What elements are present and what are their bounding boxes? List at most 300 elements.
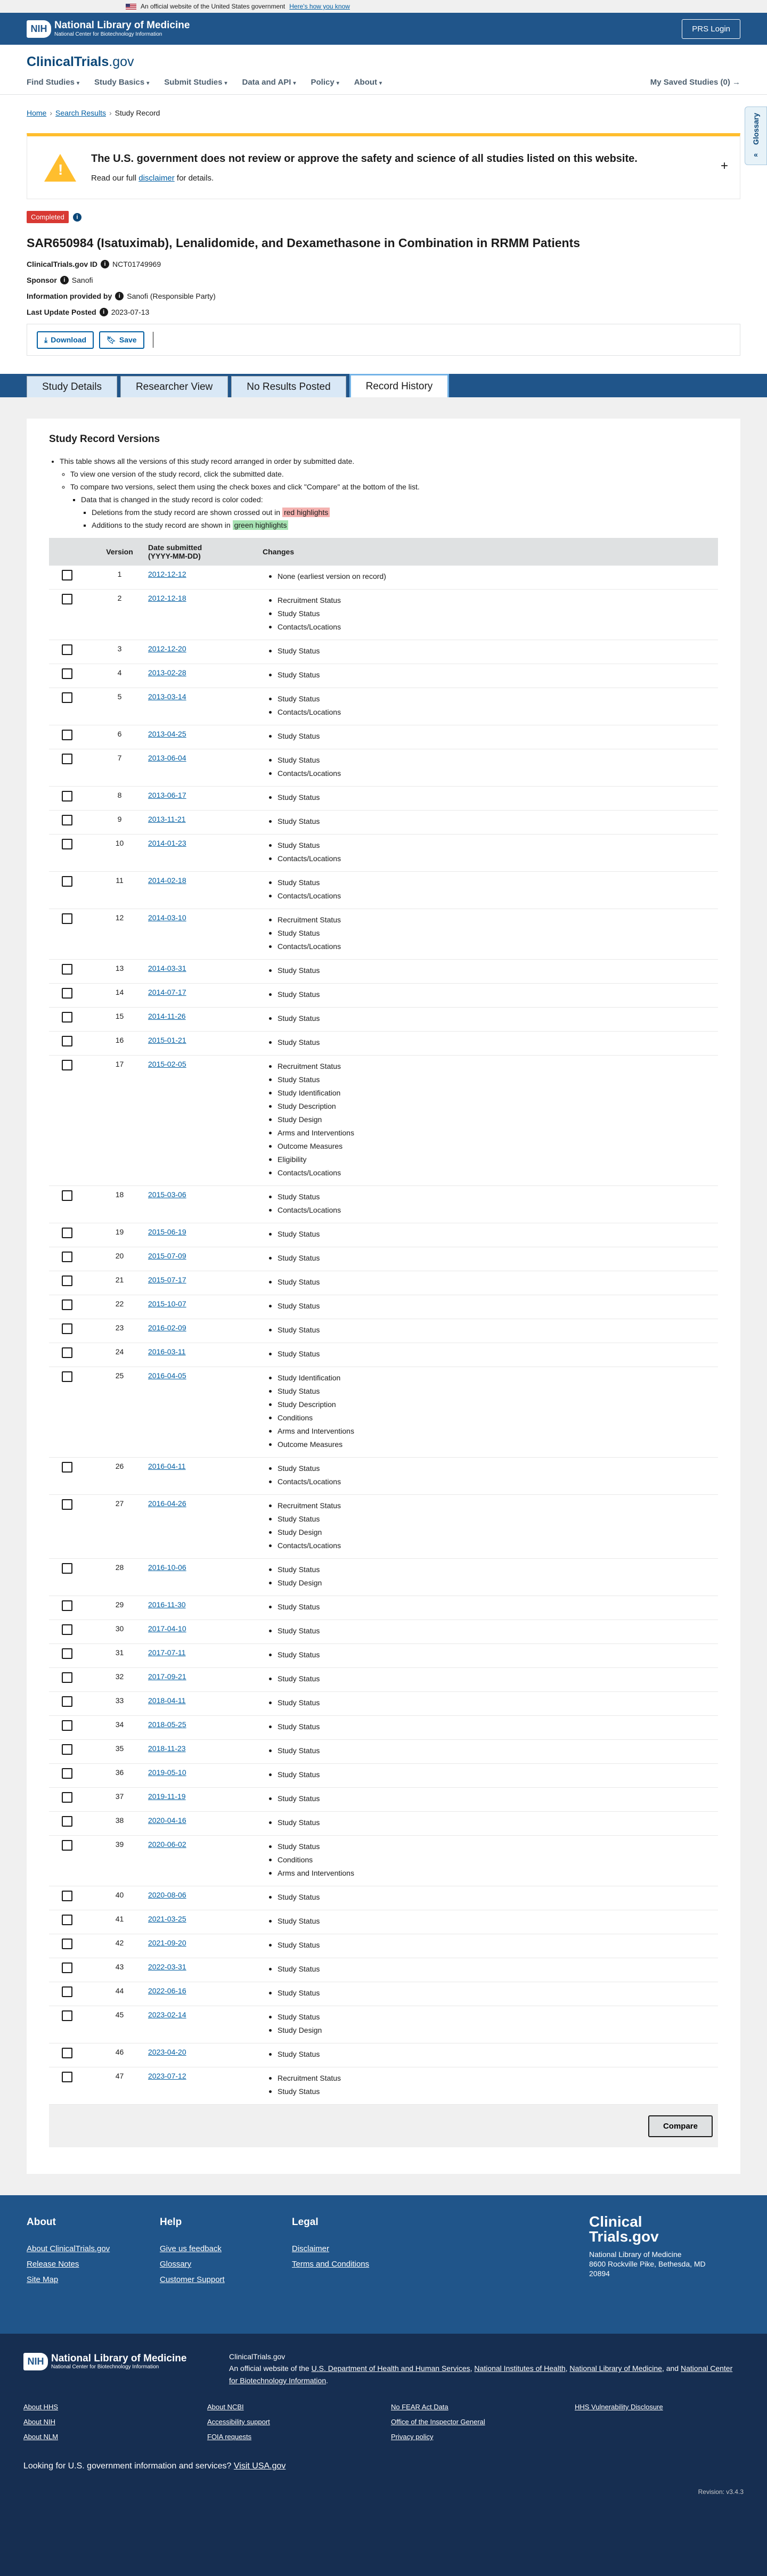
table-row bbox=[49, 1596, 718, 1620]
footer-gov-links bbox=[23, 2403, 758, 2448]
version-date-link[interactable]: 2014-07-17 bbox=[148, 988, 186, 996]
change-item: Recruitment Status bbox=[278, 2072, 715, 2085]
version-date-link[interactable]: 2012-12-18 bbox=[148, 594, 186, 602]
version-date-link[interactable]: 2013-02-28 bbox=[148, 668, 186, 677]
changes-list bbox=[263, 594, 715, 634]
version-date-link[interactable]: 2020-04-16 bbox=[148, 1816, 186, 1825]
table-row bbox=[49, 960, 718, 984]
table-row bbox=[49, 1934, 718, 1958]
version-date-link[interactable]: 2013-03-14 bbox=[148, 692, 186, 701]
change-item: Recruitment Status bbox=[278, 1499, 715, 1512]
version-checkbox[interactable] bbox=[62, 1915, 72, 1925]
version-date-link[interactable]: 2022-03-31 bbox=[148, 1962, 186, 1971]
column-header-version: Version bbox=[106, 547, 133, 556]
study-meta: ClinicalTrials.gov ID i NCT01749969 Sponsor i Sanofi Information provided by i Sanofi (Responsible Party) Last Update Posted i 2023-07-13 bbox=[27, 260, 216, 316]
nav-item-find-studies[interactable]: Find Studies ▾ bbox=[27, 77, 80, 87]
change-item: Study Status bbox=[278, 815, 715, 828]
nav-item-study-basics[interactable]: Study Basics ▾ bbox=[94, 77, 150, 87]
version-date-link[interactable]: 2014-03-10 bbox=[148, 913, 186, 922]
double-chevron-left-icon: « bbox=[754, 150, 758, 159]
change-item: Study Status bbox=[278, 1299, 715, 1313]
version-date-link[interactable]: 2015-07-17 bbox=[148, 1275, 186, 1284]
version-checkbox[interactable] bbox=[62, 2010, 72, 2021]
version-checkbox[interactable] bbox=[62, 1563, 72, 1574]
version-checkbox[interactable] bbox=[62, 1275, 72, 1286]
version-date-link[interactable]: 2014-02-18 bbox=[148, 876, 186, 885]
footer-link[interactable]: Site Map bbox=[27, 2275, 59, 2284]
change-item: Study Status bbox=[278, 1323, 715, 1337]
tab-record-history[interactable]: Record History bbox=[349, 374, 450, 397]
usa-gov-link[interactable]: Visit USA.gov bbox=[233, 2461, 286, 2471]
version-number: 22 bbox=[94, 1295, 145, 1319]
version-checkbox[interactable] bbox=[62, 876, 72, 887]
version-checkbox[interactable] bbox=[62, 1624, 72, 1635]
footer-official bbox=[0, 2334, 767, 2576]
version-date-link[interactable]: 2018-04-11 bbox=[148, 1696, 186, 1705]
version-checkbox[interactable] bbox=[62, 1891, 72, 1901]
how-you-know-link[interactable]: Here's how you know bbox=[289, 3, 350, 10]
info-icon[interactable]: i bbox=[60, 276, 69, 284]
tab-no-results-posted[interactable]: No Results Posted bbox=[231, 376, 346, 397]
change-item: Study Status bbox=[278, 1012, 715, 1025]
disclaimer-link[interactable]: disclaimer bbox=[138, 173, 175, 183]
version-number: 18 bbox=[94, 1186, 145, 1223]
chevron-down-icon: ▾ bbox=[293, 80, 296, 86]
version-number: 5 bbox=[94, 688, 145, 725]
changes-list bbox=[263, 730, 715, 743]
table-row bbox=[49, 1668, 718, 1692]
nih-header bbox=[0, 13, 767, 45]
table-row bbox=[49, 664, 718, 688]
change-item: Contacts/Locations bbox=[278, 940, 715, 953]
version-checkbox[interactable] bbox=[62, 839, 72, 849]
version-date-link[interactable]: 2019-11-19 bbox=[148, 1792, 186, 1801]
ncbi-subtitle: National Center for Biotechnology Information bbox=[54, 31, 162, 37]
change-item: Contacts/Locations bbox=[278, 767, 715, 780]
table-row bbox=[49, 1812, 718, 1836]
info-icon[interactable]: i bbox=[100, 308, 108, 316]
column-header-changes: Changes bbox=[263, 547, 295, 556]
nav-item-submit-studies[interactable]: Submit Studies ▾ bbox=[164, 77, 227, 87]
changes-list bbox=[263, 1036, 715, 1049]
version-date-link[interactable]: 2012-12-12 bbox=[148, 570, 186, 578]
clinicaltrials-logo[interactable]: ClinicalTrials.gov bbox=[27, 54, 134, 69]
version-date-link[interactable]: 2020-08-06 bbox=[148, 1891, 186, 1899]
version-date-link[interactable]: 2015-07-09 bbox=[148, 1252, 186, 1260]
change-item: Study Status bbox=[278, 1720, 715, 1733]
nlm-logo[interactable] bbox=[27, 20, 190, 38]
version-checkbox[interactable] bbox=[62, 1462, 72, 1473]
version-date-link[interactable]: 2014-03-31 bbox=[148, 964, 186, 972]
change-item: Study Status bbox=[278, 839, 715, 852]
footer-gov-link[interactable]: Privacy policy bbox=[391, 2433, 434, 2441]
version-checkbox[interactable] bbox=[62, 1190, 72, 1201]
change-item: Study Description bbox=[278, 1398, 715, 1411]
version-checkbox[interactable] bbox=[62, 1228, 72, 1238]
change-item: Study Status bbox=[278, 754, 715, 767]
version-date-link[interactable]: 2021-09-20 bbox=[148, 1939, 186, 1947]
version-date-link[interactable]: 2017-07-11 bbox=[148, 1648, 186, 1657]
version-checkbox[interactable] bbox=[62, 1036, 72, 1046]
version-checkbox[interactable] bbox=[62, 1012, 72, 1023]
tab-researcher-view[interactable]: Researcher View bbox=[120, 376, 228, 397]
version-checkbox[interactable] bbox=[62, 913, 72, 924]
footer-gov-link[interactable]: Accessibility support bbox=[207, 2418, 270, 2426]
hhs-link[interactable]: U.S. Department of Health and Human Services bbox=[311, 2364, 470, 2373]
footer-gov-link[interactable]: HHS Vulnerability Disclosure bbox=[575, 2403, 663, 2411]
version-checkbox[interactable] bbox=[62, 1939, 72, 1949]
nav-item-about[interactable]: About ▾ bbox=[354, 77, 382, 87]
version-number: 15 bbox=[94, 1008, 145, 1032]
table-row bbox=[49, 1247, 718, 1271]
version-number: 41 bbox=[94, 1910, 145, 1934]
footer-link[interactable]: About ClinicalTrials.gov bbox=[27, 2244, 110, 2253]
changes-list bbox=[263, 1462, 715, 1489]
version-checkbox[interactable] bbox=[62, 730, 72, 740]
change-item: Contacts/Locations bbox=[278, 620, 715, 634]
change-item: Study Status bbox=[278, 927, 715, 940]
footer-link[interactable]: Glossary bbox=[160, 2260, 192, 2269]
version-date-link[interactable]: 2013-06-17 bbox=[148, 791, 186, 799]
warning-icon: ! bbox=[44, 154, 76, 182]
change-item: Study Status bbox=[278, 1891, 715, 1904]
record-header bbox=[0, 211, 767, 316]
change-item: Study Status bbox=[278, 1986, 715, 2000]
table-row bbox=[49, 1458, 718, 1495]
info-icon[interactable]: i bbox=[101, 260, 109, 268]
version-checkbox[interactable] bbox=[62, 1060, 72, 1070]
bookmark-icon: 🔖︎ bbox=[107, 335, 116, 344]
version-date-link[interactable]: 2015-06-19 bbox=[148, 1228, 186, 1236]
version-checkbox[interactable] bbox=[62, 1371, 72, 1382]
version-number: 6 bbox=[94, 725, 145, 749]
change-item: Study Design bbox=[278, 1526, 715, 1539]
change-item: Eligibility bbox=[278, 1153, 715, 1166]
table-row bbox=[49, 1982, 718, 2006]
content-area bbox=[0, 397, 767, 2195]
version-checkbox[interactable] bbox=[62, 1600, 72, 1611]
footer-link[interactable]: Customer Support bbox=[160, 2275, 225, 2284]
version-checkbox[interactable] bbox=[62, 594, 72, 604]
version-date-link[interactable]: 2013-04-25 bbox=[148, 730, 186, 738]
change-item: Study Status bbox=[278, 668, 715, 682]
version-date-link[interactable]: 2018-11-23 bbox=[148, 1744, 186, 1753]
version-checkbox[interactable] bbox=[62, 1299, 72, 1310]
version-checkbox[interactable] bbox=[62, 570, 72, 580]
changes-list bbox=[263, 1347, 715, 1361]
info-icon[interactable]: i bbox=[115, 292, 124, 300]
change-item: Study Status bbox=[278, 964, 715, 977]
table-row bbox=[49, 1343, 718, 1367]
version-number: 12 bbox=[94, 909, 145, 960]
table-row bbox=[49, 1271, 718, 1295]
version-checkbox[interactable] bbox=[62, 1696, 72, 1707]
change-item: Study Status bbox=[278, 1347, 715, 1361]
red-highlight-sample: red highlights bbox=[282, 508, 330, 517]
footer-gov-link[interactable]: No FEAR Act Data bbox=[391, 2403, 448, 2411]
version-checkbox[interactable] bbox=[62, 1648, 72, 1659]
tab-study-details[interactable]: Study Details bbox=[27, 376, 117, 397]
glossary-tab[interactable] bbox=[745, 107, 767, 165]
version-checkbox[interactable] bbox=[62, 1768, 72, 1779]
change-item: Study Status bbox=[278, 2085, 715, 2098]
changes-list bbox=[263, 1962, 715, 1976]
table-row bbox=[49, 1032, 718, 1056]
changes-list bbox=[263, 1768, 715, 1781]
version-checkbox[interactable] bbox=[62, 988, 72, 999]
breadcrumb-home[interactable]: Home bbox=[27, 109, 47, 117]
change-item: Study Design bbox=[278, 2024, 715, 2037]
nav-item-data-and-api[interactable]: Data and API ▾ bbox=[242, 77, 296, 87]
footer-link[interactable]: Disclaimer bbox=[292, 2244, 330, 2253]
changes-list bbox=[263, 1275, 715, 1289]
changes-list bbox=[263, 1600, 715, 1614]
version-date-link[interactable]: 2013-06-04 bbox=[148, 754, 186, 762]
record-actions bbox=[27, 324, 740, 356]
version-checkbox[interactable] bbox=[62, 1840, 72, 1851]
version-checkbox[interactable] bbox=[62, 1499, 72, 1510]
version-date-link[interactable]: 2016-04-05 bbox=[148, 1371, 186, 1380]
version-date-link[interactable]: 2015-01-21 bbox=[148, 1036, 186, 1044]
save-button[interactable]: 🔖︎ Save bbox=[99, 331, 144, 349]
version-checkbox[interactable] bbox=[62, 1792, 72, 1803]
nct-id: NCT01749969 bbox=[112, 260, 161, 268]
table-row bbox=[49, 1836, 718, 1886]
version-number: 35 bbox=[94, 1740, 145, 1764]
main-nav bbox=[27, 70, 740, 94]
change-item: Contacts/Locations bbox=[278, 1539, 715, 1552]
table-row bbox=[49, 1886, 718, 1910]
table-row bbox=[49, 640, 718, 664]
prs-login-button[interactable]: PRS Login bbox=[682, 19, 740, 39]
version-number: 28 bbox=[94, 1559, 145, 1596]
download-button[interactable]: ⤓ Download bbox=[37, 331, 94, 349]
footer-legal: Legal Disclaimer Terms and Conditions bbox=[292, 2217, 370, 2269]
changes-list bbox=[263, 1792, 715, 1805]
change-item: Contacts/Locations bbox=[278, 706, 715, 719]
glossary-label: Glossary bbox=[752, 113, 760, 145]
version-number: 4 bbox=[94, 664, 145, 688]
footer-logo[interactable]: Clinical Trials.gov bbox=[589, 2213, 659, 2245]
table-row bbox=[49, 1319, 718, 1343]
version-checkbox[interactable] bbox=[62, 1962, 72, 1973]
version-date-link[interactable]: 2016-04-26 bbox=[148, 1499, 186, 1508]
table-row bbox=[49, 811, 718, 835]
version-checkbox[interactable] bbox=[62, 668, 72, 679]
change-item: Recruitment Status bbox=[278, 594, 715, 607]
compare-bar bbox=[49, 2105, 718, 2147]
footer-link[interactable]: Give us feedback bbox=[160, 2244, 222, 2253]
version-number: 47 bbox=[94, 2067, 145, 2105]
version-date-link[interactable]: 2017-09-21 bbox=[148, 1672, 186, 1681]
breadcrumb-search-results[interactable]: Search Results bbox=[55, 109, 106, 117]
table-row bbox=[49, 1367, 718, 1458]
gov-banner-text: An official website of the United States government bbox=[141, 3, 285, 10]
version-checkbox[interactable] bbox=[62, 1252, 72, 1262]
change-item: Recruitment Status bbox=[278, 913, 715, 927]
version-checkbox[interactable] bbox=[62, 1347, 72, 1358]
version-number: 25 bbox=[94, 1367, 145, 1458]
nav-item-policy[interactable]: Policy ▾ bbox=[311, 77, 339, 87]
table-row bbox=[49, 1559, 718, 1596]
change-item: Study Status bbox=[278, 1385, 715, 1398]
version-checkbox[interactable] bbox=[62, 964, 72, 975]
my-saved-studies-link[interactable]: My Saved Studies (0) → bbox=[650, 77, 740, 87]
change-item: Study Status bbox=[278, 1512, 715, 1526]
version-date-link[interactable]: 2020-06-02 bbox=[148, 1840, 186, 1849]
version-date-link[interactable]: 2019-05-10 bbox=[148, 1768, 186, 1777]
changes-list bbox=[263, 1672, 715, 1686]
version-checkbox[interactable] bbox=[62, 644, 72, 655]
change-item: Study Status bbox=[278, 1600, 715, 1614]
version-date-link[interactable]: 2015-10-07 bbox=[148, 1299, 186, 1308]
version-date-link[interactable]: 2017-04-10 bbox=[148, 1624, 186, 1633]
status-badge: Completed bbox=[27, 211, 69, 223]
version-date-link[interactable]: 2015-03-06 bbox=[148, 1190, 186, 1199]
changes-list bbox=[263, 1939, 715, 1952]
version-date-link[interactable]: 2013-11-21 bbox=[148, 815, 186, 823]
version-date-link[interactable]: 2015-02-05 bbox=[148, 1060, 186, 1068]
nih-link[interactable]: National Institutes of Health bbox=[474, 2364, 566, 2373]
version-checkbox[interactable] bbox=[62, 2048, 72, 2058]
change-item: Study Status bbox=[278, 644, 715, 658]
change-item: None (earliest version on record) bbox=[278, 570, 715, 583]
version-date-link[interactable]: 2016-11-30 bbox=[148, 1600, 186, 1609]
footer-about: About About ClinicalTrials.gov Release Notes Site Map bbox=[27, 2217, 110, 2284]
footer-gov-link[interactable]: About NIH bbox=[23, 2418, 55, 2426]
version-date-link[interactable]: 2023-02-14 bbox=[148, 2010, 186, 2019]
study-title: SAR650984 (Isatuximab), Lenalidomide, and Dexamethasone in Combination in RRMM Patients bbox=[27, 236, 581, 250]
official-website-text: ClinicalTrials.gov An official website of the U.S. Department of Health and Human Services, National Institutes of Health, National Library of Medicine, and National Center for Biotechnology Information. bbox=[229, 2352, 733, 2385]
table-row bbox=[49, 590, 718, 640]
change-item: Contacts/Locations bbox=[278, 1475, 715, 1489]
version-checkbox[interactable] bbox=[62, 1720, 72, 1731]
table-row bbox=[49, 566, 718, 590]
version-checkbox[interactable] bbox=[62, 1816, 72, 1827]
change-item: Study Status bbox=[278, 1228, 715, 1241]
version-date-link[interactable]: 2014-11-26 bbox=[148, 1012, 186, 1020]
version-checkbox[interactable] bbox=[62, 692, 72, 703]
column-header-date: Date submitted (YYYY-MM-DD) bbox=[148, 543, 202, 560]
footer-nlm-logo[interactable]: NIH National Library of Medicine National Center for Biotechnology Information bbox=[23, 2353, 186, 2370]
table-row bbox=[49, 749, 718, 787]
change-item: Study Status bbox=[278, 1252, 715, 1265]
footer-gov-link[interactable]: About HHS bbox=[23, 2403, 59, 2411]
expand-plus-icon[interactable]: + bbox=[720, 159, 728, 173]
change-item: Study Status bbox=[278, 1672, 715, 1686]
version-date-link[interactable]: 2016-02-09 bbox=[148, 1323, 186, 1332]
changes-list bbox=[263, 1816, 715, 1829]
changes-list bbox=[263, 876, 715, 903]
version-number: 17 bbox=[94, 1056, 145, 1186]
table-row bbox=[49, 1910, 718, 1934]
provided-by-value: Sanofi (Responsible Party) bbox=[127, 292, 216, 300]
alert-title: The U.S. government does not review or approve the safety and science of all studies listed on this website. bbox=[91, 152, 638, 165]
version-date-link[interactable]: 2012-12-20 bbox=[148, 644, 186, 653]
changes-list bbox=[263, 964, 715, 977]
ncbi-link[interactable]: National Center for Biotechnology Information bbox=[229, 2364, 733, 2385]
footer-link[interactable]: Release Notes bbox=[27, 2260, 79, 2269]
version-number: 26 bbox=[94, 1458, 145, 1495]
change-item: Outcome Measures bbox=[278, 1438, 715, 1451]
chevron-down-icon: ▾ bbox=[224, 80, 227, 86]
version-checkbox[interactable] bbox=[62, 2072, 72, 2082]
breadcrumb: Home › Search Results › Study Record bbox=[27, 109, 160, 117]
version-checkbox[interactable] bbox=[62, 1744, 72, 1755]
changes-list bbox=[263, 1563, 715, 1590]
version-number: 24 bbox=[94, 1343, 145, 1367]
version-number: 27 bbox=[94, 1495, 145, 1559]
version-date-link[interactable]: 2018-05-25 bbox=[148, 1720, 186, 1729]
change-item: Arms and Interventions bbox=[278, 1867, 715, 1880]
change-item: Study Status bbox=[278, 1648, 715, 1662]
version-checkbox[interactable] bbox=[62, 1323, 72, 1334]
version-checkbox[interactable] bbox=[62, 815, 72, 825]
version-number: 21 bbox=[94, 1271, 145, 1295]
version-number: 36 bbox=[94, 1764, 145, 1788]
version-date-link[interactable]: 2023-07-12 bbox=[148, 2072, 186, 2080]
change-item: Study Design bbox=[278, 1113, 715, 1126]
footer-gov-link[interactable]: Office of the Inspector General bbox=[391, 2418, 485, 2426]
versions-card bbox=[27, 419, 740, 2174]
version-checkbox[interactable] bbox=[62, 1986, 72, 1997]
version-date-link[interactable]: 2014-01-23 bbox=[148, 839, 186, 847]
version-checkbox[interactable] bbox=[62, 1672, 72, 1683]
nlm-title: National Library of Medicine bbox=[54, 20, 190, 31]
version-checkbox[interactable] bbox=[62, 791, 72, 802]
version-number: 23 bbox=[94, 1319, 145, 1343]
change-item: Study Design bbox=[278, 1576, 715, 1590]
version-checkbox[interactable] bbox=[62, 754, 72, 764]
compare-button[interactable]: Compare bbox=[648, 2115, 713, 2137]
version-date-link[interactable]: 2016-03-11 bbox=[148, 1347, 186, 1356]
version-date-link[interactable]: 2016-04-11 bbox=[148, 1462, 186, 1470]
version-date-link[interactable]: 2021-03-25 bbox=[148, 1915, 186, 1923]
info-icon[interactable]: i bbox=[73, 213, 81, 222]
version-date-link[interactable]: 2016-10-06 bbox=[148, 1563, 186, 1572]
version-number: 44 bbox=[94, 1982, 145, 2006]
changes-list bbox=[263, 791, 715, 804]
changes-list bbox=[263, 913, 715, 953]
change-item: Conditions bbox=[278, 1411, 715, 1425]
change-item: Study Status bbox=[278, 607, 715, 620]
change-item: Study Status bbox=[278, 1190, 715, 1204]
version-date-link[interactable]: 2023-04-20 bbox=[148, 2048, 186, 2056]
footer-gov-link[interactable]: About NLM bbox=[23, 2433, 59, 2441]
change-item: Study Identification bbox=[278, 1371, 715, 1385]
changes-list bbox=[263, 1720, 715, 1733]
versions-explanation: • This table shows all the versions of this study record arranged in order by submitted date. ◦ To view one version of the study record, click the submitted date. ◦ To compare two versions, select them using the check boxes and click "Compare" at the bottom of the list. ▪ Data that is changed in the study record is color coded: ▪ Deletions from the study record are shown crossed out in red highlights ▪ Additions to the study record are shown in green highlights bbox=[49, 457, 718, 529]
changes-list bbox=[263, 1624, 715, 1638]
change-item: Study Status bbox=[278, 730, 715, 743]
nlm-link[interactable]: National Library of Medicine bbox=[569, 2364, 662, 2373]
change-item: Study Status bbox=[278, 1840, 715, 1853]
chevron-down-icon: ▾ bbox=[336, 80, 339, 86]
changes-list bbox=[263, 1299, 715, 1313]
version-date-link[interactable]: 2022-06-16 bbox=[148, 1986, 186, 1995]
change-item: Study Status bbox=[278, 1624, 715, 1638]
change-item: Study Status bbox=[278, 1036, 715, 1049]
change-item: Study Status bbox=[278, 1962, 715, 1976]
footer-link[interactable]: Terms and Conditions bbox=[292, 2260, 370, 2269]
version-number: 8 bbox=[94, 787, 145, 811]
changes-list bbox=[263, 2010, 715, 2037]
version-number: 38 bbox=[94, 1812, 145, 1836]
footer-gov-link[interactable]: About NCBI bbox=[207, 2403, 244, 2411]
footer-gov-link[interactable]: FOIA requests bbox=[207, 2433, 252, 2441]
table-row bbox=[49, 688, 718, 725]
change-item: Study Status bbox=[278, 692, 715, 706]
